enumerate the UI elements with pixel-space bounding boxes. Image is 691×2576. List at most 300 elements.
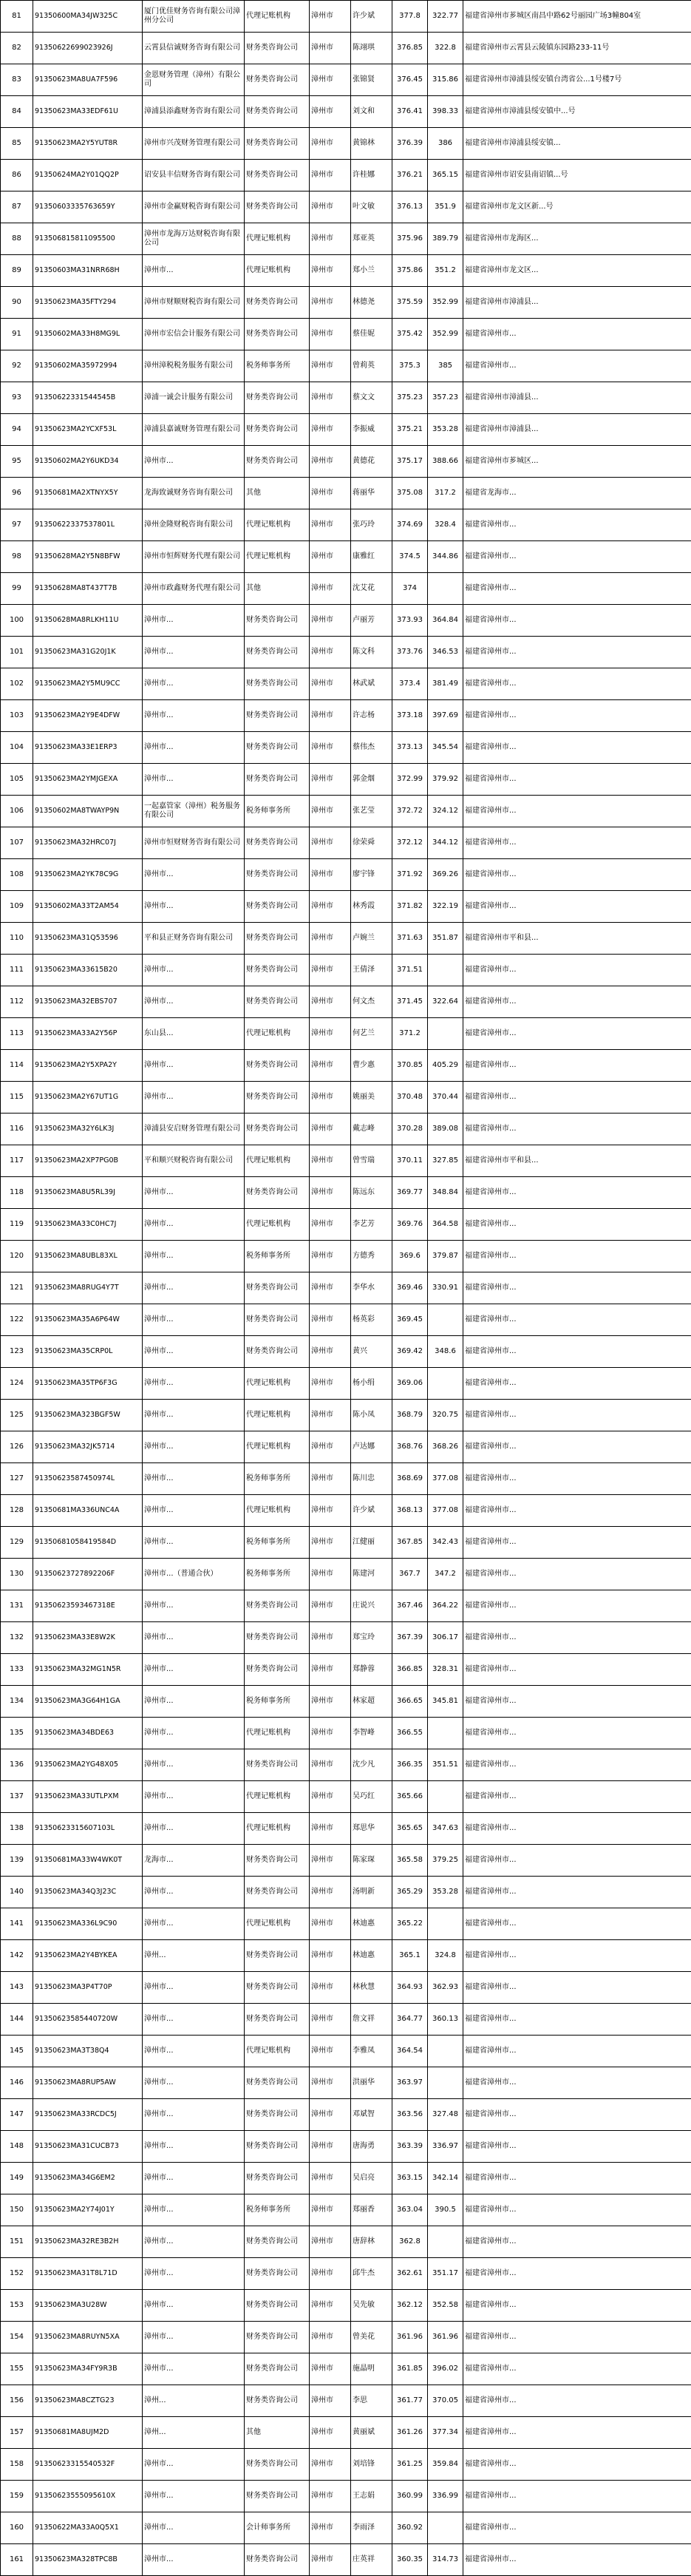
- contact-person-cell: 卢达娜: [351, 1431, 392, 1463]
- score-cell: 373.18: [392, 700, 428, 732]
- address-cell: 福建省漳州市...: [463, 637, 691, 668]
- credit-code-cell: 91350623MA33RCDC5J: [33, 2099, 143, 2131]
- city-cell: 漳州市: [310, 2290, 351, 2322]
- score-cell: 376.45: [392, 64, 428, 96]
- score-cell: 368.76: [392, 1431, 428, 1463]
- contact-person-cell: 蔡佳妮: [351, 319, 392, 350]
- score-cell: 369.46: [392, 1272, 428, 1304]
- city-cell: 漳州市: [310, 796, 351, 827]
- row-number-cell: 161: [1, 2544, 33, 2576]
- score-cell: 373.76: [392, 637, 428, 668]
- credit-code-cell: 91350602MA33H8MG9L: [33, 319, 143, 350]
- institution-type-cell: 财务类咨询公司: [245, 1177, 310, 1209]
- table-row: [1, 478, 691, 509]
- row-number-cell: 113: [1, 1018, 33, 1050]
- credit-code-cell: 91350623MA3U28W: [33, 2290, 143, 2322]
- score-cell: 365.65: [392, 1813, 428, 1845]
- company-name-cell: 漳州市...: [143, 1718, 245, 1749]
- table-row: [1, 2417, 691, 2449]
- company-name-cell: 漳州市...: [143, 2353, 245, 2385]
- score-cell: 375.42: [392, 319, 428, 350]
- score-cell: 368.69: [392, 1463, 428, 1495]
- company-name-cell: 漳州市...: [143, 764, 245, 796]
- city-cell: 漳州市: [310, 955, 351, 986]
- sub-score-cell: 317.2: [428, 478, 463, 509]
- sub-score-cell: 396.02: [428, 2353, 463, 2385]
- institution-type-cell: 财务类咨询公司: [245, 446, 310, 478]
- credit-code-cell: 91350623MA8CZTG23: [33, 2385, 143, 2417]
- row-number-cell: 91: [1, 319, 33, 350]
- score-cell: 361.77: [392, 2385, 428, 2417]
- company-name-cell: 漳州市...: [143, 955, 245, 986]
- address-cell: 福建省漳州市...: [463, 1686, 691, 1718]
- contact-person-cell: 吴先敏: [351, 2290, 392, 2322]
- score-cell: 360.92: [392, 2512, 428, 2544]
- contact-person-cell: 郑丽香: [351, 2194, 392, 2226]
- city-cell: 漳州市: [310, 1114, 351, 1145]
- row-number-cell: 114: [1, 1050, 33, 1082]
- sub-score-cell: 370.44: [428, 1082, 463, 1114]
- row-number-cell: 112: [1, 986, 33, 1018]
- row-number-cell: 146: [1, 2067, 33, 2099]
- sub-score-cell: [428, 1368, 463, 1400]
- sub-score-cell: [428, 2067, 463, 2099]
- address-cell: 福建省漳州市...: [463, 2512, 691, 2544]
- row-number-cell: 100: [1, 605, 33, 637]
- address-cell: 福建省漳州市...: [463, 1400, 691, 1431]
- table-row: [1, 2481, 691, 2512]
- table-row: [1, 1781, 691, 1813]
- company-name-cell: 漳州市...（普通合伙）: [143, 1559, 245, 1590]
- contact-person-cell: 沈艾花: [351, 573, 392, 605]
- table-row: [1, 1272, 691, 1304]
- score-cell: 362.8: [392, 2226, 428, 2258]
- score-cell: 361.85: [392, 2353, 428, 2385]
- row-number-cell: 89: [1, 255, 33, 287]
- table-row: [1, 1209, 691, 1241]
- score-cell: 369.42: [392, 1336, 428, 1368]
- city-cell: 漳州市: [310, 891, 351, 923]
- credit-code-cell: 91350681MA2XTNYX5Y: [33, 478, 143, 509]
- table-row: [1, 859, 691, 891]
- address-cell: 福建省漳州市...: [463, 1304, 691, 1336]
- contact-person-cell: 庄说兴: [351, 1590, 392, 1622]
- credit-code-cell: 91350623MA34BDE63: [33, 1718, 143, 1749]
- contact-person-cell: 林家超: [351, 1686, 392, 1718]
- row-number-cell: 95: [1, 446, 33, 478]
- address-cell: 福建省漳州市平和县...: [463, 923, 691, 955]
- row-number-cell: 87: [1, 191, 33, 223]
- credit-code-cell: 91350628MA8T437T7B: [33, 573, 143, 605]
- table-row: [1, 382, 691, 414]
- address-cell: 福建省漳州市...: [463, 1940, 691, 1972]
- address-cell: 福建省漳州市芗城区南昌中路62号丽园广场3幢804室: [463, 1, 691, 33]
- credit-code-cell: 91350624MA2Y01QQ2P: [33, 160, 143, 191]
- score-cell: 363.04: [392, 2194, 428, 2226]
- address-cell: 福建省漳州市...: [463, 1845, 691, 1877]
- row-number-cell: 137: [1, 1781, 33, 1813]
- sub-score-cell: 381.49: [428, 668, 463, 700]
- company-name-cell: 漳州市财顺财税咨询有限公司: [143, 287, 245, 319]
- company-name-cell: 漳州市恒财财务咨询有限公司: [143, 827, 245, 859]
- institution-type-cell: 财务类咨询公司: [245, 1877, 310, 1908]
- sub-score-cell: 314.73: [428, 2544, 463, 2576]
- table-row: [1, 1, 691, 33]
- city-cell: 漳州市: [310, 1590, 351, 1622]
- score-cell: 375.17: [392, 446, 428, 478]
- city-cell: 漳州市: [310, 2544, 351, 2576]
- address-cell: 福建省漳州市...: [463, 2131, 691, 2163]
- sub-score-cell: 398.33: [428, 96, 463, 128]
- score-cell: 370.48: [392, 1082, 428, 1114]
- credit-code-cell: 91350681MA8UJM2D: [33, 2417, 143, 2449]
- company-name-cell: 漳州市...: [143, 668, 245, 700]
- contact-person-cell: 何艺兰: [351, 1018, 392, 1050]
- credit-code-cell: 91350623MA35CRP0L: [33, 1336, 143, 1368]
- city-cell: 漳州市: [310, 2131, 351, 2163]
- row-number-cell: 109: [1, 891, 33, 923]
- sub-score-cell: 320.75: [428, 1400, 463, 1431]
- sub-score-cell: 386: [428, 128, 463, 160]
- table-row: [1, 700, 691, 732]
- score-cell: 374.5: [392, 541, 428, 573]
- sub-score-cell: 322.8: [428, 33, 463, 64]
- city-cell: 漳州市: [310, 637, 351, 668]
- credit-code-cell: 91350623MA8RUG4Y7T: [33, 1272, 143, 1304]
- row-number-cell: 102: [1, 668, 33, 700]
- contact-person-cell: 郑思华: [351, 1813, 392, 1845]
- row-number-cell: 116: [1, 1114, 33, 1145]
- sub-score-cell: 359.84: [428, 2449, 463, 2481]
- credit-code-cell: 91350602MA35972994: [33, 350, 143, 382]
- address-cell: 福建省漳州市...: [463, 509, 691, 541]
- table-row: [1, 2194, 691, 2226]
- contact-person-cell: 蒋丽华: [351, 478, 392, 509]
- address-cell: 福建省漳州市...: [463, 2481, 691, 2512]
- row-number-cell: 157: [1, 2417, 33, 2449]
- address-cell: 福建省漳州市...: [463, 2385, 691, 2417]
- row-number-cell: 147: [1, 2099, 33, 2131]
- contact-person-cell: 黄锦林: [351, 128, 392, 160]
- address-cell: 福建省漳州市...: [463, 1431, 691, 1463]
- contact-person-cell: 许桂娜: [351, 160, 392, 191]
- table-row: [1, 1114, 691, 1145]
- row-number-cell: 103: [1, 700, 33, 732]
- contact-person-cell: 邓斌智: [351, 2099, 392, 2131]
- contact-person-cell: 林德尧: [351, 287, 392, 319]
- institution-type-cell: 财务类咨询公司: [245, 1336, 310, 1368]
- sub-score-cell: 328.31: [428, 1654, 463, 1686]
- score-cell: 370.85: [392, 1050, 428, 1082]
- address-cell: 福建省漳州市...: [463, 1559, 691, 1590]
- row-number-cell: 101: [1, 637, 33, 668]
- sub-score-cell: 336.99: [428, 2481, 463, 2512]
- score-cell: 375.08: [392, 478, 428, 509]
- table-row: [1, 2036, 691, 2067]
- contact-person-cell: 郑静蓉: [351, 1654, 392, 1686]
- score-cell: 365.58: [392, 1845, 428, 1877]
- sub-score-cell: 379.87: [428, 1241, 463, 1272]
- sub-score-cell: 364.58: [428, 1209, 463, 1241]
- sub-score-cell: 353.28: [428, 1877, 463, 1908]
- city-cell: 漳州市: [310, 1749, 351, 1781]
- city-cell: 漳州市: [310, 160, 351, 191]
- company-name-cell: 漳州市...: [143, 1431, 245, 1463]
- institution-type-cell: 财务类咨询公司: [245, 2226, 310, 2258]
- address-cell: 福建省漳州市...: [463, 541, 691, 573]
- credit-code-cell: 91350623MA31G20J1K: [33, 637, 143, 668]
- credit-code-cell: 91350623MA8RUP5AW: [33, 2067, 143, 2099]
- score-cell: 369.76: [392, 1209, 428, 1241]
- sub-score-cell: 351.17: [428, 2258, 463, 2290]
- sub-score-cell: [428, 573, 463, 605]
- address-cell: 福建省漳州市...: [463, 1908, 691, 1940]
- address-cell: 福建省漳州市...: [463, 1018, 691, 1050]
- sub-score-cell: 330.91: [428, 1272, 463, 1304]
- company-name-cell: 龙海市...: [143, 1845, 245, 1877]
- city-cell: 漳州市: [310, 287, 351, 319]
- row-number-cell: 158: [1, 2449, 33, 2481]
- credit-code-cell: 91350622699023926J: [33, 33, 143, 64]
- sub-score-cell: [428, 1018, 463, 1050]
- table-row: [1, 1686, 691, 1718]
- row-number-cell: 86: [1, 160, 33, 191]
- city-cell: 漳州市: [310, 2036, 351, 2067]
- institution-type-cell: 财务类咨询公司: [245, 160, 310, 191]
- sub-score-cell: 351.2: [428, 255, 463, 287]
- company-name-cell: 漳州市...: [143, 1877, 245, 1908]
- institution-type-cell: 代理记账机构: [245, 1908, 310, 1940]
- city-cell: 漳州市: [310, 1908, 351, 1940]
- score-cell: 373.93: [392, 605, 428, 637]
- institution-type-cell: 财务类咨询公司: [245, 64, 310, 96]
- table-row: [1, 2449, 691, 2481]
- company-name-cell: 漳州市...: [143, 1590, 245, 1622]
- score-cell: 371.63: [392, 923, 428, 955]
- contact-person-cell: 黄德花: [351, 446, 392, 478]
- address-cell: 福建省漳州市...: [463, 2290, 691, 2322]
- row-number-cell: 84: [1, 96, 33, 128]
- institution-type-cell: 代理记账机构: [245, 1781, 310, 1813]
- score-cell: 360.35: [392, 2544, 428, 2576]
- institution-type-cell: 财务类咨询公司: [245, 827, 310, 859]
- table-row: [1, 668, 691, 700]
- sub-score-cell: 322.19: [428, 891, 463, 923]
- row-number-cell: 97: [1, 509, 33, 541]
- institution-type-cell: 财务类咨询公司: [245, 637, 310, 668]
- row-number-cell: 111: [1, 955, 33, 986]
- company-name-cell: 漳州市...: [143, 700, 245, 732]
- table-row: [1, 637, 691, 668]
- institution-type-cell: 财务类咨询公司: [245, 96, 310, 128]
- city-cell: 漳州市: [310, 2226, 351, 2258]
- institution-type-cell: 代理记账机构: [245, 1145, 310, 1177]
- score-cell: 370.28: [392, 1114, 428, 1145]
- credit-code-cell: 91350623MA33E8W2K: [33, 1622, 143, 1654]
- credit-code-cell: 91350623MA2Y5MU9CC: [33, 668, 143, 700]
- table-row: [1, 446, 691, 478]
- score-cell: 375.3: [392, 350, 428, 382]
- credit-code-cell: 91350623MA2Y74J01Y: [33, 2194, 143, 2226]
- contact-person-cell: 李思: [351, 2385, 392, 2417]
- row-number-cell: 152: [1, 2258, 33, 2290]
- address-cell: 福建省漳州市...: [463, 2322, 691, 2353]
- credit-code-cell: 91350623555095610X: [33, 2481, 143, 2512]
- institution-type-cell: 代理记账机构: [245, 2036, 310, 2067]
- row-number-cell: 151: [1, 2226, 33, 2258]
- sub-score-cell: 368.26: [428, 1431, 463, 1463]
- company-name-cell: 漳州市龙海万达财税咨询有限公司: [143, 223, 245, 255]
- contact-person-cell: 汤明新: [351, 1877, 392, 1908]
- sub-score-cell: 348.84: [428, 1177, 463, 1209]
- credit-code-cell: 91350600MA34JW325C: [33, 1, 143, 33]
- table-row: [1, 732, 691, 764]
- city-cell: 漳州市: [310, 2512, 351, 2544]
- institution-type-cell: 财务类咨询公司: [245, 2322, 310, 2353]
- table-row: [1, 255, 691, 287]
- institution-type-cell: 财务类咨询公司: [245, 891, 310, 923]
- company-name-cell: 漳浦县安启财务管理有限公司: [143, 1114, 245, 1145]
- city-cell: 漳州市: [310, 2004, 351, 2036]
- score-cell: 377.8: [392, 1, 428, 33]
- company-name-cell: 漳州市...: [143, 1082, 245, 1114]
- institution-type-cell: 代理记账机构: [245, 255, 310, 287]
- institution-type-cell: 财务类咨询公司: [245, 2067, 310, 2099]
- address-cell: 福建省漳州市...: [463, 668, 691, 700]
- score-cell: 371.82: [392, 891, 428, 923]
- credit-code-cell: 91350623315607103L: [33, 1813, 143, 1845]
- company-name-cell: 漳州市...: [143, 2036, 245, 2067]
- address-cell: 福建省漳州市...: [463, 2163, 691, 2194]
- sub-score-cell: 327.48: [428, 2099, 463, 2131]
- institution-type-cell: 代理记账机构: [245, 1368, 310, 1400]
- city-cell: 漳州市: [310, 2322, 351, 2353]
- sub-score-cell: 377.08: [428, 1463, 463, 1495]
- sub-score-cell: 357.23: [428, 382, 463, 414]
- score-cell: 367.39: [392, 1622, 428, 1654]
- city-cell: 漳州市: [310, 1, 351, 33]
- institution-type-cell: 财务类咨询公司: [245, 414, 310, 446]
- table-row: [1, 1845, 691, 1877]
- institution-type-cell: 代理记账机构: [245, 1495, 310, 1527]
- table-row: [1, 160, 691, 191]
- address-cell: 福建省漳州市...: [463, 1622, 691, 1654]
- company-name-cell: 漳州市...: [143, 986, 245, 1018]
- company-name-cell: 漳州市...: [143, 446, 245, 478]
- score-cell: 367.85: [392, 1527, 428, 1559]
- score-cell: 369.06: [392, 1368, 428, 1400]
- table-row: [1, 1908, 691, 1940]
- score-cell: 365.22: [392, 1908, 428, 1940]
- institution-type-cell: 税务师事务所: [245, 2194, 310, 2226]
- row-number-cell: 149: [1, 2163, 33, 2194]
- credit-code-cell: 91350623MA2YG48X05: [33, 1749, 143, 1781]
- contact-person-cell: 许少斌: [351, 1495, 392, 1527]
- contact-person-cell: 黄丽斌: [351, 2417, 392, 2449]
- table-row: [1, 1590, 691, 1622]
- address-cell: 福建省漳州市漳浦县绥安镇中...号: [463, 96, 691, 128]
- contact-person-cell: 蔡伟杰: [351, 732, 392, 764]
- row-number-cell: 122: [1, 1304, 33, 1336]
- score-cell: 372.72: [392, 796, 428, 827]
- table-row: [1, 796, 691, 827]
- institution-type-cell: 代理记账机构: [245, 1718, 310, 1749]
- address-cell: 福建省漳州市...: [463, 1877, 691, 1908]
- table-row: [1, 1304, 691, 1336]
- score-cell: 367.7: [392, 1559, 428, 1590]
- company-name-cell: 漳州市...: [143, 2226, 245, 2258]
- company-name-cell: 漳州市...: [143, 732, 245, 764]
- company-name-cell: 一起嘉管家（漳州）税务服务有限公司: [143, 796, 245, 827]
- score-cell: 369.6: [392, 1241, 428, 1272]
- address-cell: 福建省漳州市...: [463, 2036, 691, 2067]
- sub-score-cell: 362.93: [428, 1972, 463, 2004]
- city-cell: 漳州市: [310, 382, 351, 414]
- city-cell: 漳州市: [310, 1241, 351, 1272]
- contact-person-cell: 姚丽美: [351, 1082, 392, 1114]
- company-name-cell: 漳州市...: [143, 1272, 245, 1304]
- row-number-cell: 120: [1, 1241, 33, 1272]
- row-number-cell: 155: [1, 2353, 33, 2385]
- row-number-cell: 115: [1, 1082, 33, 1114]
- city-cell: 漳州市: [310, 1686, 351, 1718]
- address-cell: 福建省漳州市...: [463, 859, 691, 891]
- company-name-cell: 漳州市...: [143, 255, 245, 287]
- contact-person-cell: 廖宇锋: [351, 859, 392, 891]
- city-cell: 漳州市: [310, 1209, 351, 1241]
- table-row: [1, 1400, 691, 1431]
- credit-code-cell: 91350602MA8TWAYP9N: [33, 796, 143, 827]
- institution-type-cell: 财务类咨询公司: [245, 2353, 310, 2385]
- contact-person-cell: 康雅红: [351, 541, 392, 573]
- credit-code-cell: 91350623MA3T38Q4: [33, 2036, 143, 2067]
- credit-code-cell: 91350602MA2Y6UKD34: [33, 446, 143, 478]
- company-name-cell: 漳州市...: [143, 1686, 245, 1718]
- row-number-cell: 144: [1, 2004, 33, 2036]
- sub-score-cell: [428, 1718, 463, 1749]
- city-cell: 漳州市: [310, 1527, 351, 1559]
- address-cell: 福建省漳州市...: [463, 1463, 691, 1495]
- institution-type-cell: 财务类咨询公司: [245, 1654, 310, 1686]
- address-cell: 福建省漳州市...: [463, 827, 691, 859]
- address-cell: 福建省漳州市...: [463, 2449, 691, 2481]
- company-name-cell: 漳州市...: [143, 1050, 245, 1082]
- city-cell: 漳州市: [310, 223, 351, 255]
- institution-type-cell: 其他: [245, 573, 310, 605]
- city-cell: 漳州市: [310, 1082, 351, 1114]
- table-row: [1, 923, 691, 955]
- institution-type-cell: 财务类咨询公司: [245, 128, 310, 160]
- row-number-cell: 150: [1, 2194, 33, 2226]
- table-row: [1, 2544, 691, 2576]
- score-cell: 362.61: [392, 2258, 428, 2290]
- institution-type-cell: 税务师事务所: [245, 350, 310, 382]
- credit-code-cell: 91350623MA32Y6LK3J: [33, 1114, 143, 1145]
- score-cell: 375.86: [392, 255, 428, 287]
- table-row: [1, 128, 691, 160]
- table-row: [1, 1177, 691, 1209]
- credit-code-cell: 91350623MA34Q3J23C: [33, 1877, 143, 1908]
- row-number-cell: 140: [1, 1877, 33, 1908]
- credit-code-cell: 91350623MA328TPC8B: [33, 2544, 143, 2576]
- score-cell: 369.77: [392, 1177, 428, 1209]
- score-cell: 366.65: [392, 1686, 428, 1718]
- company-name-cell: 漳州金隆财税咨询有限公司: [143, 509, 245, 541]
- address-cell: 福建省漳州市平和县...: [463, 1145, 691, 1177]
- institution-type-cell: 财务类咨询公司: [245, 986, 310, 1018]
- sub-score-cell: 364.22: [428, 1590, 463, 1622]
- table-row: [1, 1972, 691, 2004]
